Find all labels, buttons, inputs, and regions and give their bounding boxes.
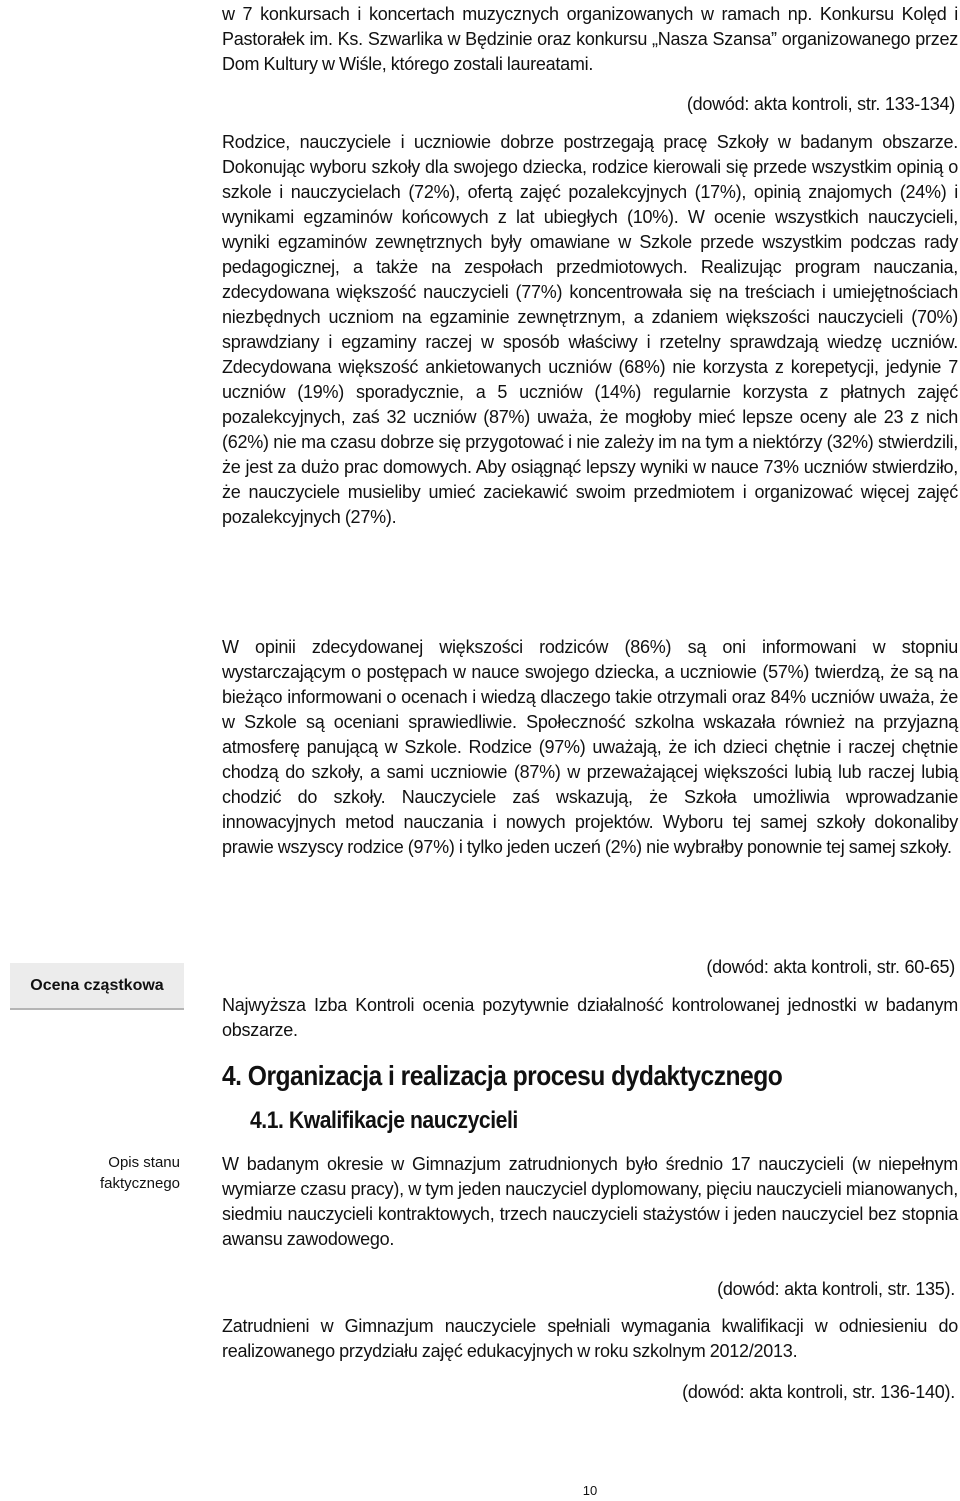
paragraph-opinie-rodzicow: Rodzice, nauczyciele i uczniowie dobrze postrzegają pracę Szkoły w badanym obszarze. Dokonując wyboru szkoły dla swojego dziecka, rodzice kierowali się przede wszystkim opinią o szkole i nauczycielach (72%), ofertą zajęć pozalekcyjnych (17%), opinią znajomych (24%) i wynikami egzaminów końcowych z lat ubiegłych (10%). W ocenie wszystkich nauczycieli, wyniki egzaminów zewnętrznych były omawiane w Szkole przede wszystkim podczas rady pedagogicznej, a także na zespołach przedmiotowych. Realizując program nauczania, zdecydowana większość nauczycieli (77%) koncentrowała się na treściach i umiejętnościach niezbędnych uczniom na egzaminie zewnętrznym, a zdaniem większości nauczycieli (70%) sprawdziany i egzaminy raczej w sposób właściwy i rzetelny sprawdzają wiedzę uczniów. Zdecydowana większość ankietowanych uczniów (68%) nie korzysta z korepetycji, jedynie 7 uczniów (19%) sporadycznie, a 5 uczniów (14%) regularnie korzysta z płatnych zajęć pozalekcyjnych, zaś 32 uczniów (87%) uważa, że mogłoby mieć lepsze oceny ale 23 z nich (62%) nie ma czasu dobrze się przygotować i nie zależy im na tym a niektórzy (32%) stwierdzili, że jest za dużo prac domowych. Aby osiągnąć lepszy wyniki w nauce 73% uczniów stwierdziło, że nauczyciele musieliby umieć zaciekawić swoim przedmiotem i organizować więcej zajęć pozalekcyjnych (27%). [222,132,958,527]
paragraph-konkursy: w 7 konkursach i koncertach muzycznych organizowanych w ramach np. Konkursu Kolęd i Pastorałek im. Ks. Szwarlika w Będzinie oraz konkursu „Nasza Szansa” organizowanego przez Dom Kultury w Wiśle, którego zostali laureatami. [222,4,958,74]
evidence-reference: (dowód: akta kontroli, str. 133-134) [686,94,955,114]
factual-state-label-line2: faktycznego [99,1175,180,1192]
evidence-reference: (dowód: akta kontroli, str. 60-65) [706,957,955,977]
paragraph-ocena: Najwyższa Izba Kontroli ocenia pozytywnie działalność kontrolowanej jednostki w badanym obszarze. [222,995,958,1040]
subsection-heading: 4.1. Kwalifikacje nauczycieli [250,1107,518,1134]
paragraph-kwalifikacje: Zatrudnieni w Gimnazjum nauczyciele spełniali wymagania kwalifikacji w odniesieniu do realizowanego przydziału zajęć edukacyjnych w roku szkolnym 2012/2013. [222,1316,958,1361]
evidence-reference: (dowód: akta kontroli, str. 135). [717,1279,955,1299]
paragraph-informowanie-rodzicow: W opinii zdecydowanej większości rodziców (86%) są oni informowani w stopniu wystarczającym o postępach w nauce swojego dziecka, a uczniowie (57%) twierdzą, że są na bieżąco informowani o ocenach i wiedzą dlaczego takie otrzymali oraz 84% uczniów uważa, że w Szkole są oceniani sprawiedliwie. Społeczność szkolna wskazała również na przyjazną atmosferę panującą w Szkole. Rodzice (97%) uważają, że ich dzieci chętnie i raczej chętnie chodzą do szkoły, a sami uczniowie (87%) w przeważającej większości lubią lub raczej lubią chodzić do szkoły. Nauczyciele zaś wskazują, że Szkoła umożliwia wprowadzanie innowacyjnych metod nauczania i nowych projektów. Wyboru tej samej szkoły dokonaliby prawie wszyscy rodzice (97%) i tylko jeden uczeń (2%) nie wybrałby ponownie tej samej szkoły. [222,637,958,857]
page-number: 10 [582,1483,598,1498]
factual-state-label [70,1152,180,1194]
factual-state-label-line1: Opis stanu [108,1154,180,1171]
partial-assessment-label: Ocena cząstkowa [10,963,184,1010]
paragraph-zatrudnienie: W badanym okresie w Gimnazjum zatrudnionych było średnio 17 nauczycieli (w niepełnym wymiarze czasu pracy), w tym jeden nauczyciel dyplomowany, pięciu nauczycieli mianowanych, siedmiu nauczycieli kontraktowych, trzech nauczycieli stażystów i jeden nauczyciel bez stopnia awansu zawodowego. [222,1154,958,1249]
evidence-reference: (dowód: akta kontroli, str. 136-140). [682,1382,955,1402]
section-heading: 4. Organizacja i realizacja procesu dydaktycznego [222,1060,783,1091]
